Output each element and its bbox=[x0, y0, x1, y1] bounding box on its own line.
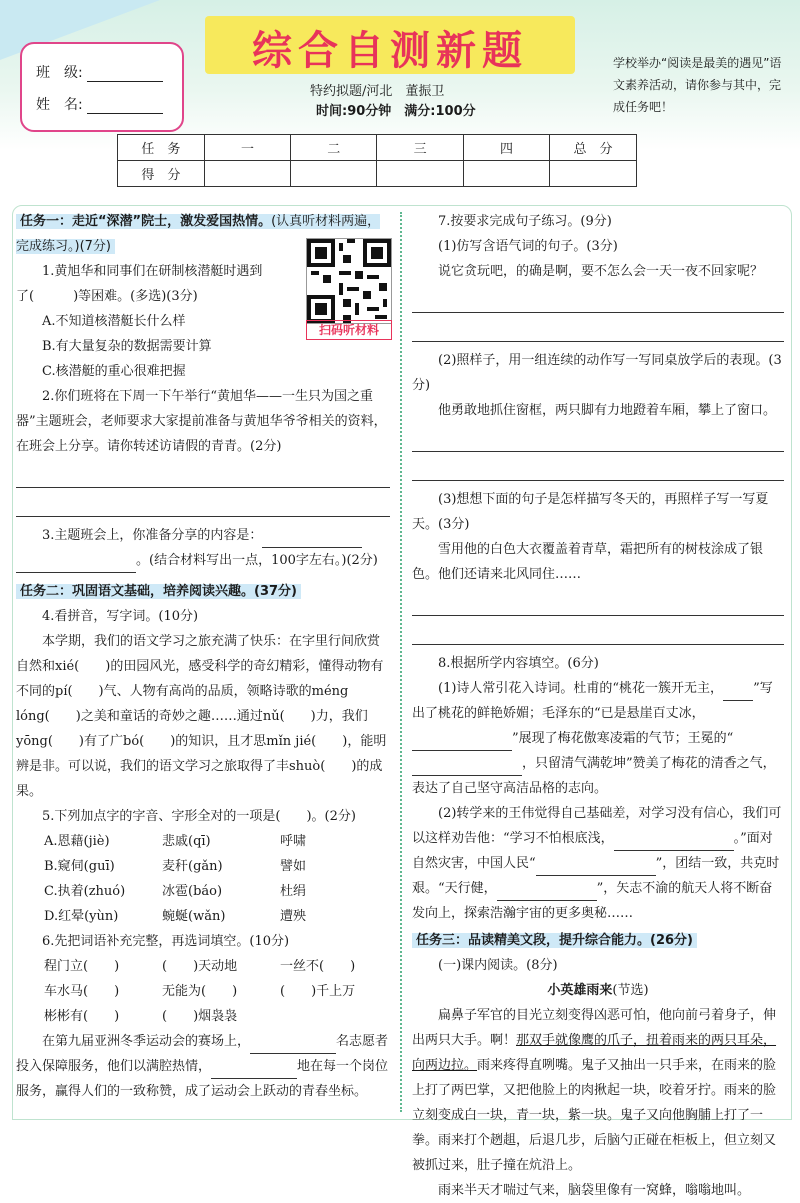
score-header-cell: 任 务 bbox=[118, 135, 205, 161]
q5-option-row[interactable]: C.执着(zhuó) 冰雹(báo) 杜绢 bbox=[44, 884, 307, 899]
q6-idiom-row[interactable]: 彬彬有( ) ( )烟袅袅 bbox=[44, 1009, 238, 1024]
q5-options bbox=[16, 829, 390, 929]
time-line: 时间:90分钟 满分:100分 bbox=[316, 104, 476, 119]
q4-text: 本学期，我们的语文学习之旅充满了快乐：在字里行间欣赏自然和xié( )的田园风光，感受科学的奇幻精彩，懂得动物有不同的pí( )气、人物有高尚的品质，领略诗歌的méng lóng( )之美和童话的奇妙之趣……通过nǔ( )力，我们yōng( )有了广bó( )的知识，且才思mǐn jié( )，能明辨是非。可以说，我们的语文学习之旅取得了丰shuò( )的成果。 bbox=[16, 634, 387, 799]
q6-idiom-row[interactable]: 车水马( ) 无能为( ) ( )千上万 bbox=[44, 984, 356, 999]
q7-3-title: (3)想想下面的句子是怎样描写冬天的，再照样子写一写夏天。(3分) bbox=[412, 492, 769, 532]
answer-line[interactable] bbox=[16, 498, 390, 517]
score-header-cell: 总 分 bbox=[550, 135, 637, 161]
score-cell[interactable] bbox=[550, 161, 637, 187]
q3-text-a: 3.主题班会上，你准备分享的内容是： bbox=[16, 523, 390, 548]
class-label: 班 级: bbox=[36, 65, 83, 81]
q3-text-b: 。(结合材料写出一点，100字左右。)(2分) bbox=[16, 548, 390, 573]
answer-line[interactable] bbox=[412, 462, 784, 481]
page-title: 综合自测新题 bbox=[252, 28, 528, 74]
q6-idioms bbox=[16, 954, 390, 1029]
score-header-cell: 三 bbox=[377, 135, 463, 161]
answer-line[interactable] bbox=[412, 597, 784, 616]
title-banner bbox=[205, 16, 575, 74]
q5-title: 5.下列加点字的字音、字形全对的一项是( )。(2分) bbox=[42, 809, 356, 824]
score-table bbox=[117, 134, 637, 187]
right-column bbox=[412, 209, 784, 1203]
column-divider bbox=[400, 212, 402, 1112]
q1-option-a[interactable]: A.不知道核潜艇长什么样 bbox=[42, 314, 186, 329]
q1-text-b: 了( )等困难。(多选)(3分) bbox=[16, 289, 198, 304]
q6-title: 6.先把词语补充完整，再选词填空。(10分) bbox=[42, 934, 290, 949]
q7-1-example: 说它贪玩吧，的确是啊，要不怎么会一天一夜不回家呢？ bbox=[438, 264, 764, 279]
score-header-cell: 一 bbox=[204, 135, 290, 161]
score-cell[interactable] bbox=[377, 161, 463, 187]
score-header-cell: 二 bbox=[291, 135, 377, 161]
name-label: 姓 名: bbox=[36, 97, 83, 113]
left-column bbox=[16, 209, 390, 1104]
passage-paragraph-2: 雨来半天才喘过气来，脑袋里像有一窝蜂，嗡嗡地叫。 bbox=[438, 1183, 751, 1198]
q1-option-c[interactable]: C.核潜艇的重心很难把握 bbox=[42, 364, 186, 379]
answer-line[interactable] bbox=[412, 433, 784, 452]
answer-line[interactable] bbox=[16, 469, 390, 488]
answer-line[interactable] bbox=[412, 323, 784, 342]
q7-2-title: (2)照样子，用一组连续的动作写一写同桌放学后的表现。(3分) bbox=[412, 353, 782, 393]
q7-3-example: 雪用他的白色大衣覆盖着青草，霜把所有的树枝涂成了银色。他们还请来北风同住…… bbox=[412, 542, 764, 582]
q8-title: 8.根据所学内容填空。(6分) bbox=[438, 656, 599, 671]
q5-option-row[interactable]: A.恩藉(jiè) 悲戚(qī) 呼啸 bbox=[44, 834, 307, 849]
task1-heading: 任务一：走近“深潜”院士，激发爱国热情。(认真听材料两遍，完成练习。)(7分) bbox=[16, 214, 381, 254]
class-field[interactable] bbox=[36, 62, 163, 82]
q1-option-b[interactable]: B.有大量复杂的数据需要计算 bbox=[42, 339, 212, 354]
q4-title: 4.看拼音，写字词。(10分) bbox=[42, 609, 199, 624]
reading-section-title: (一)课内阅读。(8分) bbox=[438, 958, 558, 973]
author-line: 特约拟题/河北 董振卫 bbox=[310, 84, 445, 99]
score-header-cell: 四 bbox=[463, 135, 549, 161]
q8-1-text: (1)诗人常引花入诗词。杜甫的“桃花一簇开无主， ”写出了桃花的鲜艳娇媚；毛泽东的“已是悬崖百丈冰，”展现了梅花傲寒凌霜的气节；王冕的“，只留清气满乾坤”赞美了梅花的清香之气，表达了自己坚守高洁品格的志向。 bbox=[412, 681, 776, 796]
q5-option-row[interactable]: B.窥伺(guī) 麦秆(gǎn) 譬如 bbox=[44, 859, 307, 874]
q7-1-title: (1)仿写含语气词的句子。(3分) bbox=[438, 239, 618, 254]
passage-paragraph-1: 扁鼻子军官的目光立刻变得凶恶可怕，他向前弓着身子，伸出两只大手。啊！那双手就像鹰的爪子，扭着雨来的两只耳朵，向两边拉。雨来疼得直咧嘴。鬼子又抽出一只手来，在雨来的脸上打了两巴掌，又把他脸上的肉揪起一块，咬着牙拧。雨来的脸立刻变成白一块，青一块，紫一块。鬼子又向他胸脯上打了一拳。雨来打个趔趄，后退几步，后脑勺正碰在柜板上，但立刻又被抓过来，肚子撞在炕沿上。 bbox=[412, 1008, 777, 1173]
student-info-box bbox=[20, 42, 184, 132]
task3-heading: 任务三：品读精美文段，提升综合能力。(26分) bbox=[412, 933, 697, 948]
q5-option-row[interactable]: D.红晕(yùn) 蜿蜒(wǎn) 遭殃 bbox=[44, 909, 307, 924]
q8-2-text: (2)转学来的王伟觉得自己基础差，对学习没有信心，我们可以这样劝告他：“学习不怕根底浅， 。”面对自然灾害，中国人民“ ”，团结一致，共克时艰。“天行健， ”，矢志不渝的航天人将不断奋发向上，探索浩瀚宇宙的更多奥秘…… bbox=[412, 806, 782, 921]
score-cell[interactable] bbox=[204, 161, 290, 187]
score-cell[interactable] bbox=[291, 161, 377, 187]
underlined-sentence: 那双手就像鹰的爪子，扭着雨来的两只耳朵，向两边拉。 bbox=[412, 1033, 777, 1073]
passage-title: 小英雄雨来(节选) bbox=[547, 983, 649, 998]
answer-line[interactable] bbox=[412, 294, 784, 313]
score-cell[interactable] bbox=[463, 161, 549, 187]
answer-line[interactable] bbox=[412, 626, 784, 645]
score-row-label: 得 分 bbox=[118, 161, 205, 187]
q6-paragraph: 在第九届亚洲冬季运动会的赛场上， 名志愿者投入保障服务，他们以满腔热情， 地在每一个岗位服务，赢得人们的一致称赞，成了运动会上跃动的青春坐标。 bbox=[16, 1034, 389, 1099]
q6-idiom-row[interactable]: 程门立( ) ( )天动地 一丝不( ) bbox=[44, 959, 356, 974]
task2-heading: 任务二：巩固语文基础，培养阅读兴趣。(37分) bbox=[16, 584, 301, 599]
q1-text-a: 1.黄旭华和同事们在研制核潜艇时遇到 bbox=[42, 264, 263, 279]
name-field[interactable] bbox=[36, 94, 163, 114]
q7-2-example: 他勇敢地抓住窗框，两只脚有力地蹬着车厢，攀上了窗口。 bbox=[438, 403, 777, 418]
qr-caption: 扫码听材料 bbox=[306, 320, 392, 340]
q2-text: 2.你们班将在下周一下午举行“黄旭华——一生只为国之重器”主题班会，老师要求大家提前准备与黄旭华爷爷相关的资料，在班会上分享。请你转述访请假的青青。(2分) bbox=[16, 389, 387, 454]
q7-title: 7.按要求完成句子练习。(9分) bbox=[438, 214, 612, 229]
intro-text: 学校举办“阅读是最美的遇见”语文素养活动，请你参与其中，完成任务吧！ bbox=[613, 56, 782, 114]
